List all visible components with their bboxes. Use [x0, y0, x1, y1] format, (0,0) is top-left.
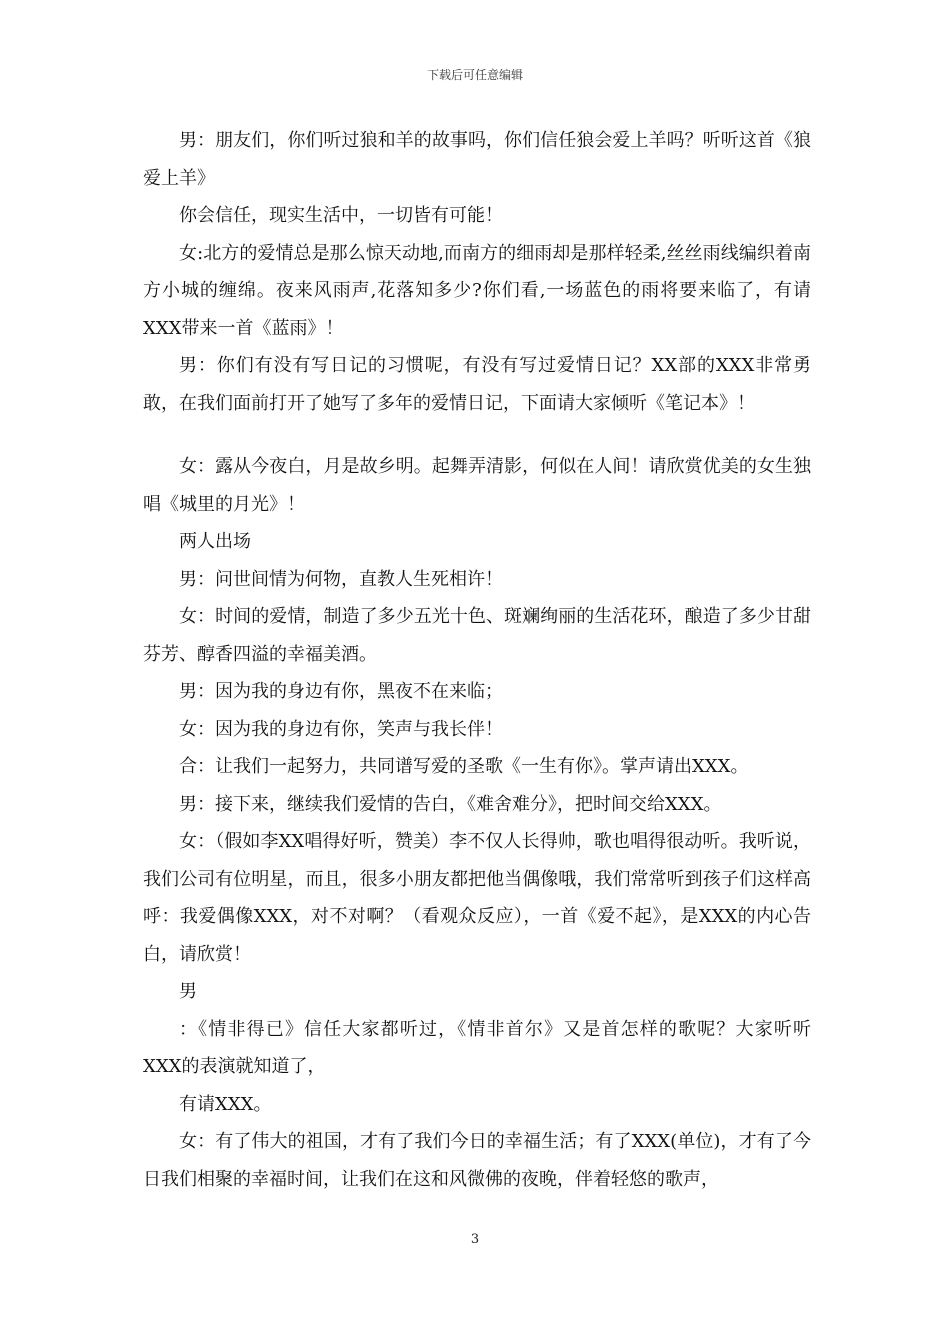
- paragraph-13: 女：（假如李XX唱得好听，赞美）李不仅人长得帅，歌也唱得很动听。我听说，我们公司有位明星，而且，很多小朋友都把他当偶像哦，我们常常听到孩子们这样高呼：我爱偶像XXX，对不对啊？（看观众反应），一首《爱不起》，是XXX的内心告白，请欣赏！: [143, 831, 811, 965]
- paragraph-7: 男：问世间情为何物，直教人生死相许！: [179, 568, 503, 590]
- page-header: 下载后可任意编辑: [426, 68, 523, 82]
- paragraph-12: 男：接下来，继续我们爱情的告白，《难舍难分》，把时间交给XXX。: [179, 793, 722, 815]
- paragraph-14: 男: [179, 981, 197, 1002]
- paragraph-5: 女：露从今夜白，月是故乡明。起舞弄清影，何似在人间！请欣赏优美的女生独唱《城里的月光》！: [143, 456, 811, 515]
- paragraph-16: 有请XXX。: [179, 1093, 272, 1115]
- paragraph-9: 男：因为我的身边有你，黑夜不在来临；: [179, 681, 503, 702]
- paragraph-6: 两人出场: [179, 531, 251, 552]
- paragraph-2: 你会信任，现实生活中，一切皆有可能！: [179, 205, 503, 226]
- paragraph-17: 女：有了伟大的祖国，才有了我们今日的幸福生活；有了XXX(单位)，才有了今日我们相聚的幸福时间，让我们在这和风微佛的夜晚，伴着轻悠的歌声，: [143, 1131, 811, 1190]
- paragraph-8: 女：时间的爱情，制造了多少五光十色、斑斓绚丽的生活花环，酿造了多少甘甜芬芳、醇香四溢的幸福美酒。: [143, 606, 811, 665]
- paragraph-4: 男：你们有没有写日记的习惯呢，有没有写过爱情日记？XX部的XXX非常勇敢，在我们面前打开了她写了多年的爱情日记，下面请大家倾听《笔记本》！: [143, 355, 811, 414]
- paragraph-10: 女：因为我的身边有你，笑声与我长伴！: [179, 718, 503, 740]
- paragraph-3: 女:北方的爱情总是那么惊天动地,而南方的细雨却是那样轻柔,丝丝雨线编织着南方小城的缠绵。夜来风雨声,花落知多少?你们看,一场蓝色的雨将要来临了，有请XXX带来一首《蓝雨》！: [143, 242, 811, 339]
- document-body: [143, 122, 811, 1198]
- page-number: 3: [470, 1232, 480, 1247]
- paragraph-15: ：《情非得已》信任大家都听过，《情非首尔》又是首怎样的歌呢？大家听听XXX的表演就知道了，: [143, 1018, 811, 1077]
- paragraph-1: 男：朋友们，你们听过狼和羊的故事吗，你们信任狼会爱上羊吗？听听这首《狼爱上羊》: [143, 130, 811, 189]
- paragraph-11: 合：让我们一起努力，共同谱写爱的圣歌《一生有你》。掌声请出XXX。: [179, 756, 749, 777]
